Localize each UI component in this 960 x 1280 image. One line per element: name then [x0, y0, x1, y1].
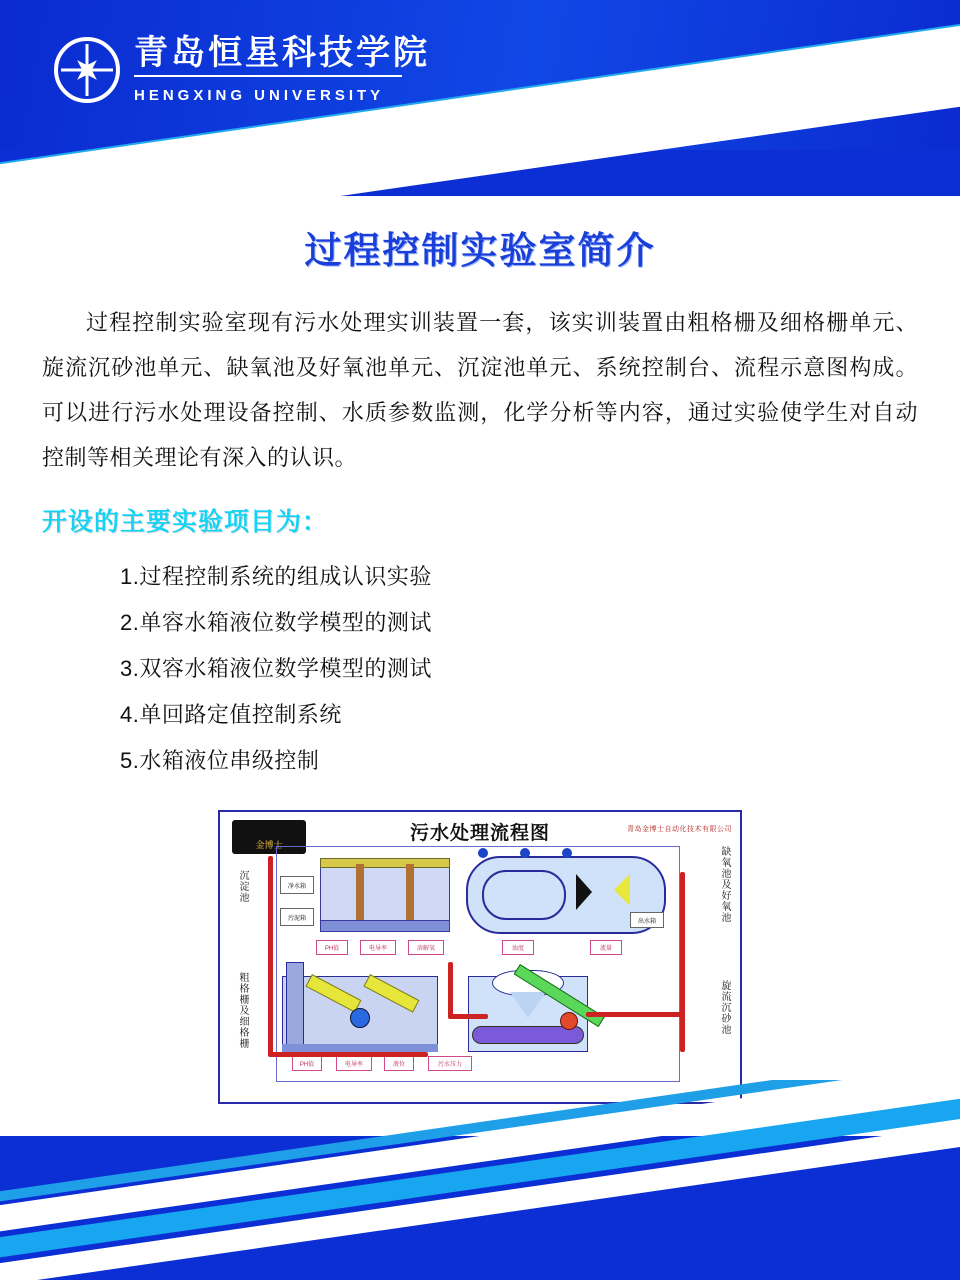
experiment-list — [120, 554, 960, 784]
figure-title: 污水处理流程图 — [409, 823, 550, 844]
ditch-baffle-dark — [576, 874, 592, 910]
label-sedimentation-tank: 沉淀池 — [237, 870, 248, 903]
basin-roof — [320, 858, 450, 868]
ditch-mixer-2 — [520, 848, 530, 858]
basin-column-right — [406, 864, 414, 924]
list-item: 4.单回路定值控制系统 — [120, 702, 342, 727]
tank-clean-water: 净水箱 — [280, 876, 314, 894]
grid-base — [282, 1044, 438, 1052]
grit-valve — [560, 1012, 578, 1030]
figure-badge: 金博士 — [232, 820, 306, 854]
intro-paragraph: 过程控制实验室现有污水处理实训装置一套，该实训装置由粗格栅及细格栅单元、旋流沉砂池单元、缺氧池及好氧池单元、沉淀池单元、系统控制台、流程示意图构成。可以进行污水处理设备控制、水质参数监测，化学分析等内容，通过实验使学生对自动控制等相关理论有深入的认识。 — [42, 310, 918, 470]
logo-text-block — [134, 36, 430, 103]
star-glyph — [67, 50, 107, 90]
list-item: 1.过程控制系统的组成认识实验 — [120, 564, 432, 589]
pipe-right-lower — [586, 1012, 684, 1017]
grid-column — [286, 962, 304, 1048]
meter-conductivity-1: 电导率 — [360, 940, 396, 955]
label-cyclone-grit: 旋流沉砂池 — [719, 980, 730, 1035]
tank-effluent: 出水箱 — [630, 912, 664, 928]
ditch-mixer-1 — [478, 848, 488, 858]
tank-sludge: 污泥箱 — [280, 908, 314, 926]
meter-ph-2: PH值 — [292, 1056, 322, 1071]
meter-level: 液位 — [384, 1056, 414, 1071]
label-grid-units: 粗格栅及细格栅 — [237, 972, 248, 1049]
meter-ph-1: PH值 — [316, 940, 348, 955]
pipe-bottom-left — [268, 1052, 428, 1057]
document-body — [0, 200, 960, 1104]
logo-divider — [134, 75, 402, 77]
ditch-inner-loop — [482, 870, 566, 920]
pipe-mid-horizontal — [448, 1014, 488, 1019]
meter-flow: 流量 — [590, 940, 622, 955]
ditch-mixer-3 — [562, 848, 572, 858]
subheading: 开设的主要实验项目为： — [42, 508, 329, 536]
university-name-en: HENGXING UNIVERSITY — [134, 87, 385, 104]
university-name-cn: 青岛恒星科技学院 — [134, 34, 430, 72]
basin-column-left — [356, 864, 364, 924]
grit-cone — [510, 992, 546, 1018]
meter-conductivity-2: 电导率 — [336, 1056, 372, 1071]
process-flow-figure — [218, 810, 742, 1104]
list-item: 3.双容水箱液位数学模型的测试 — [120, 656, 432, 681]
basin-base — [320, 920, 450, 932]
list-item: 2.单容水箱液位数学模型的测试 — [120, 610, 432, 635]
university-logo — [54, 36, 430, 103]
label-anoxic-aerobic: 缺氧池及好氧池 — [719, 846, 730, 923]
grid-motor — [350, 1008, 370, 1028]
pipe-left-riser — [268, 856, 273, 1056]
figure-company-note: 青岛金博士自动化技术有限公司 — [627, 826, 732, 833]
pipe-right-riser — [680, 872, 685, 1052]
footer-decoration — [0, 1080, 960, 1280]
meter-turbidity: 浊度 — [502, 940, 534, 955]
ditch-baffle-yellow — [614, 874, 630, 906]
meter-dissolved-oxygen: 溶解氧 — [408, 940, 444, 955]
page-title: 过程控制实验室简介 — [304, 230, 656, 271]
pipe-mid-vertical — [448, 962, 453, 1018]
meter-sewage-pressure: 污水压力 — [428, 1056, 472, 1071]
compass-star-icon — [54, 37, 120, 103]
list-item: 5.水箱液位串级控制 — [120, 748, 320, 773]
